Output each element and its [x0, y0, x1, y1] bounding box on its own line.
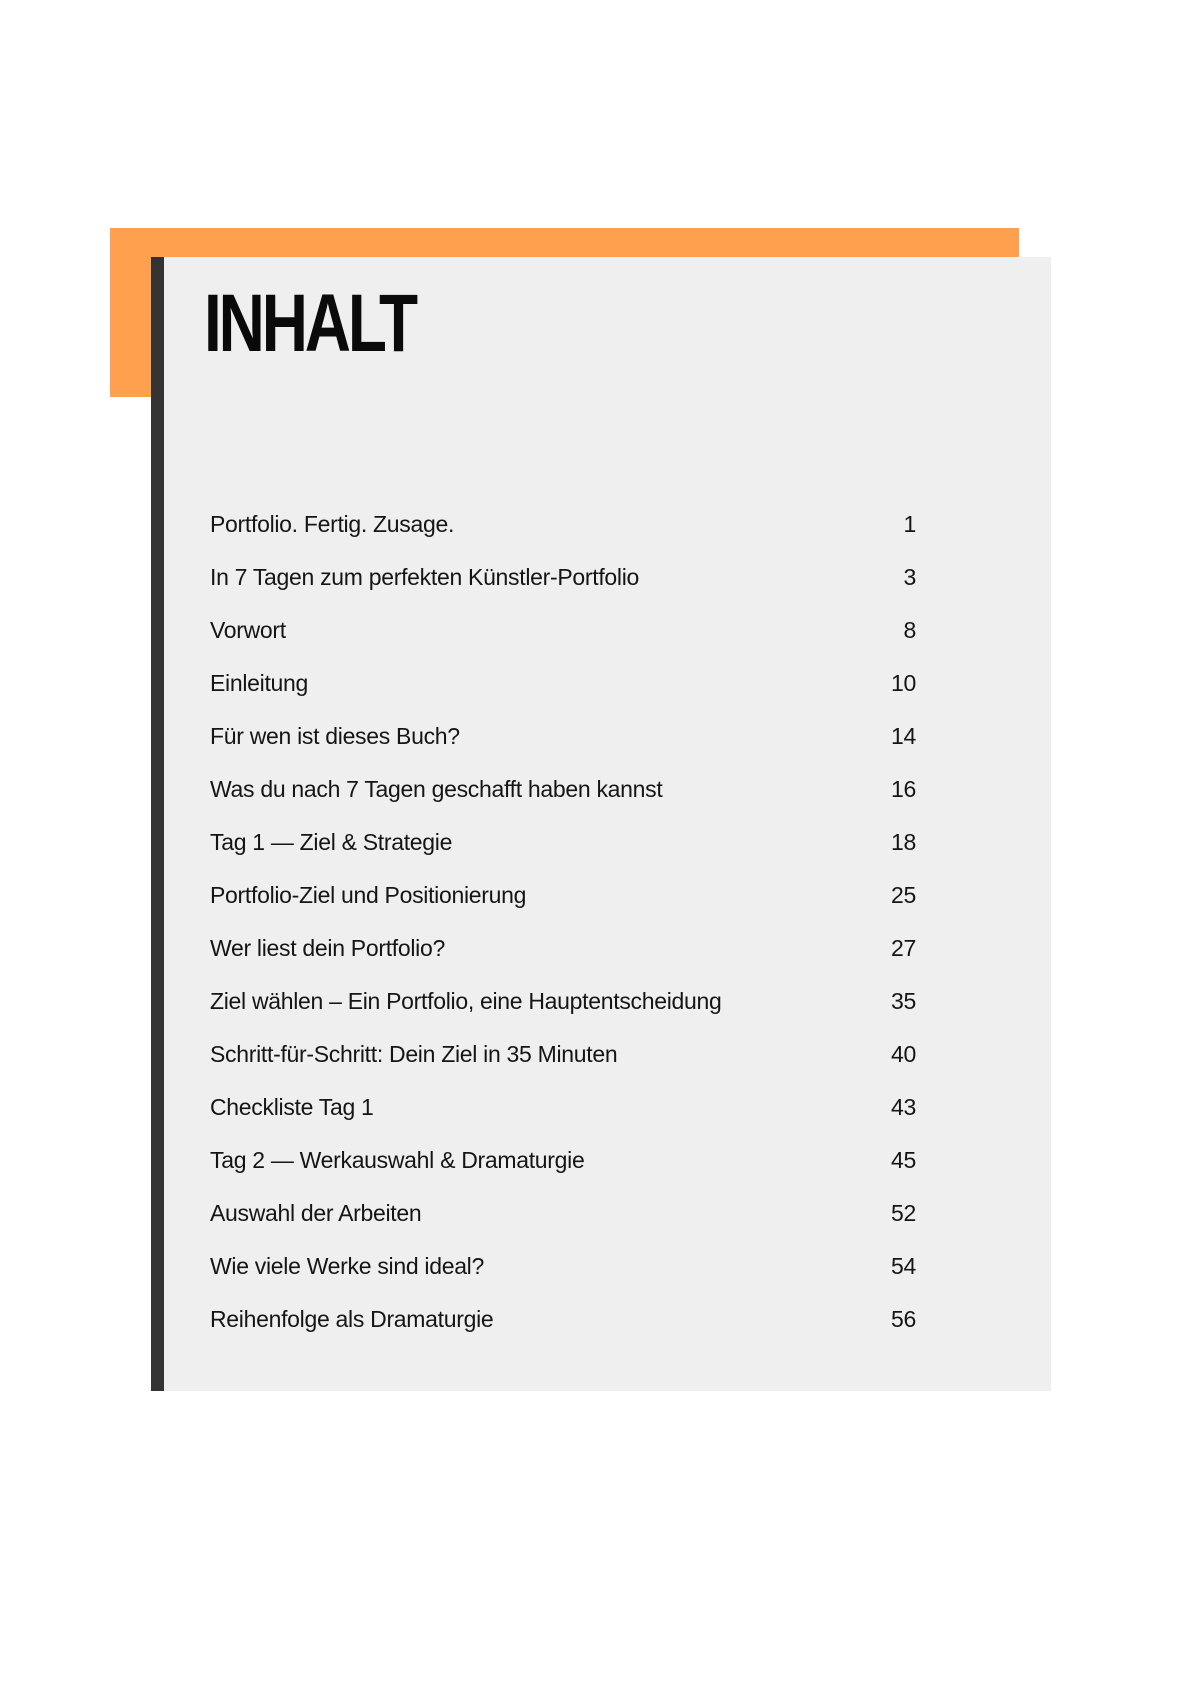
- toc-entry[interactable]: [210, 604, 916, 657]
- page-title: INHALT: [204, 278, 416, 369]
- toc-entry[interactable]: [210, 1081, 916, 1134]
- toc-entry-title: Reihenfolge als Dramaturgie: [210, 1306, 494, 1332]
- toc-entry-title: Schritt-für-Schritt: Dein Ziel in 35 Minuten: [210, 1041, 618, 1067]
- toc-entry-title: Auswahl der Arbeiten: [210, 1200, 422, 1226]
- toc-entry-title: Portfolio-Ziel und Positionierung: [210, 882, 527, 908]
- toc-entry-page: 54: [891, 1253, 916, 1279]
- toc-entry-page: 16: [891, 776, 916, 802]
- toc-entry[interactable]: [210, 1134, 916, 1187]
- toc-entry-title: Ziel wählen – Ein Portfolio, eine Hauptentscheidung: [210, 988, 722, 1014]
- panel-left-bar: [151, 257, 164, 1391]
- toc-entry-title: Checkliste Tag 1: [210, 1094, 374, 1120]
- toc-entry-title: Tag 1 — Ziel & Strategie: [210, 829, 453, 855]
- toc-entry[interactable]: [210, 816, 916, 869]
- table-of-contents: [210, 498, 916, 1346]
- toc-entry[interactable]: [210, 763, 916, 816]
- toc-entry[interactable]: [210, 1187, 916, 1240]
- toc-entry-title: In 7 Tagen zum perfekten Künstler-Portfolio: [210, 564, 640, 590]
- toc-entry[interactable]: [210, 1240, 916, 1293]
- toc-entry-page: 43: [891, 1094, 916, 1120]
- toc-entry[interactable]: [210, 551, 916, 604]
- toc-entry-title: Was du nach 7 Tagen geschafft haben kannst: [210, 776, 663, 802]
- toc-entry[interactable]: [210, 922, 916, 975]
- toc-entry-page: 10: [891, 670, 916, 696]
- toc-entry-page: 8: [903, 617, 916, 643]
- toc-entry-page: 45: [891, 1147, 916, 1173]
- toc-entry[interactable]: [210, 657, 916, 710]
- toc-entry[interactable]: [210, 869, 916, 922]
- toc-entry[interactable]: [210, 498, 916, 551]
- toc-entry[interactable]: [210, 1293, 916, 1346]
- toc-entry-page: 14: [891, 723, 916, 749]
- toc-entry-page: 52: [891, 1200, 916, 1226]
- toc-entry-page: 27: [891, 935, 916, 961]
- toc-entry[interactable]: [210, 1028, 916, 1081]
- toc-entry-title: Wie viele Werke sind ideal?: [210, 1253, 484, 1279]
- toc-entry-page: 25: [891, 882, 916, 908]
- toc-entry-title: Für wen ist dieses Buch?: [210, 723, 460, 749]
- toc-entry-title: Tag 2 — Werkauswahl & Dramaturgie: [210, 1147, 585, 1173]
- toc-entry-page: 40: [891, 1041, 916, 1067]
- toc-entry[interactable]: [210, 975, 916, 1028]
- toc-entry-title: Einleitung: [210, 670, 309, 696]
- toc-entry-title: Vorwort: [210, 617, 286, 643]
- toc-entry-title: Portfolio. Fertig. Zusage.: [210, 511, 455, 537]
- toc-entry-page: 3: [903, 564, 916, 590]
- toc-entry[interactable]: [210, 710, 916, 763]
- toc-entry-page: 35: [891, 988, 916, 1014]
- toc-entry-page: 18: [891, 829, 916, 855]
- toc-entry-page: 56: [891, 1306, 916, 1332]
- toc-entry-title: Wer liest dein Portfolio?: [210, 935, 445, 961]
- toc-entry-page: 1: [903, 511, 916, 537]
